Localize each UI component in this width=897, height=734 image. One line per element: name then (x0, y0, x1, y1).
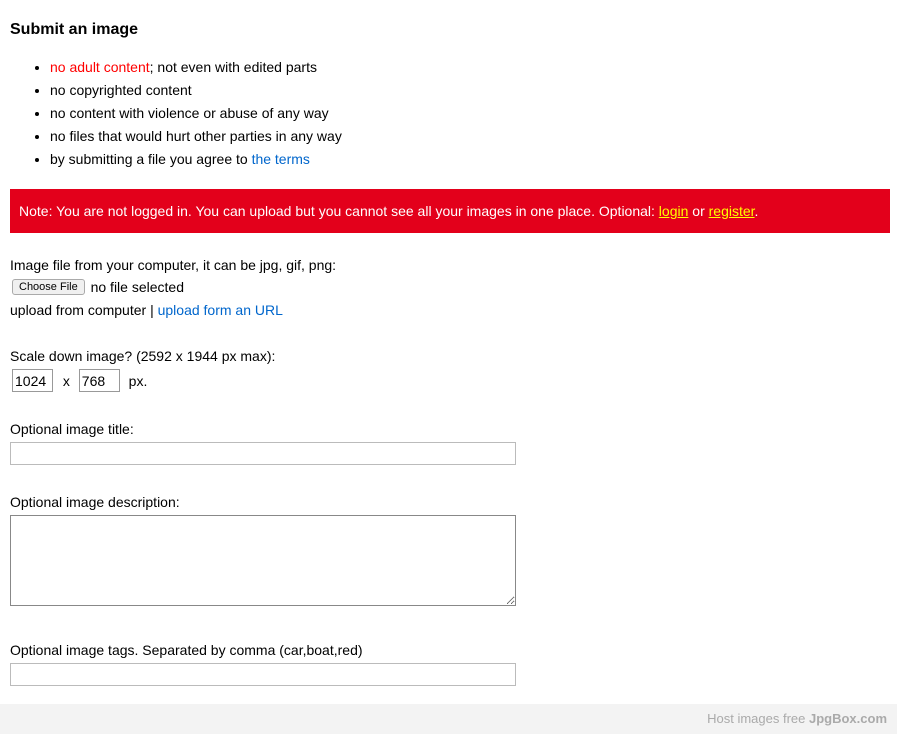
file-status-text: no file selected (90, 279, 184, 296)
title-input[interactable] (10, 442, 516, 465)
notice-or-text: or (688, 203, 709, 219)
rules-list (10, 56, 890, 171)
title-field-label: Optional image title: (10, 421, 134, 437)
adult-content-warning: no adult content (50, 59, 150, 75)
upload-mode-row (10, 301, 283, 319)
upload-mode-text: upload from computer | (10, 302, 158, 318)
rule-text: by submitting a file you agree to (50, 151, 252, 167)
list-item (50, 56, 890, 79)
footer-brand-link[interactable]: JpgBox.com (808, 711, 887, 726)
description-field-label: Optional image description: (10, 494, 180, 510)
page-title: Submit an image (10, 21, 139, 38)
notice-end-text: . (754, 203, 759, 219)
upload-url-link[interactable]: upload form an URL (157, 302, 283, 318)
scale-height-input[interactable] (79, 369, 120, 392)
register-link[interactable]: register (708, 203, 755, 219)
scale-separator: x (62, 372, 70, 389)
file-upload-label: Image file from your computer, it can be jpg, gif, png: (10, 257, 337, 273)
footer (0, 704, 897, 734)
list-item (50, 148, 890, 171)
choose-file-button[interactable]: Choose File (12, 279, 85, 295)
tags-input[interactable] (10, 663, 516, 686)
scale-row (12, 369, 147, 393)
scale-width-input[interactable] (12, 369, 53, 392)
file-input-row (12, 278, 184, 296)
tags-field-label: Optional image tags. Separated by comma (car,boat,red) (10, 642, 363, 658)
terms-link[interactable]: the terms (251, 151, 310, 167)
footer-text: Host images free (707, 711, 809, 726)
list-item: • no content with violence or abuse of any way (50, 102, 890, 125)
description-textarea[interactable] (10, 515, 516, 606)
list-item: • no files that would hurt other parties in any way (50, 125, 890, 148)
scale-label: Scale down image? (2592 x 1944 px max): (10, 348, 276, 364)
rule-text: ; not even with edited parts (149, 59, 317, 75)
login-notice-banner (10, 189, 890, 233)
notice-text: Note: You are not logged in. You can upload but you cannot see all your images in one place. Optional: (19, 203, 659, 219)
scale-unit: px. (128, 372, 148, 389)
list-item: • no copyrighted content (50, 79, 890, 102)
login-link[interactable]: login (658, 203, 689, 219)
